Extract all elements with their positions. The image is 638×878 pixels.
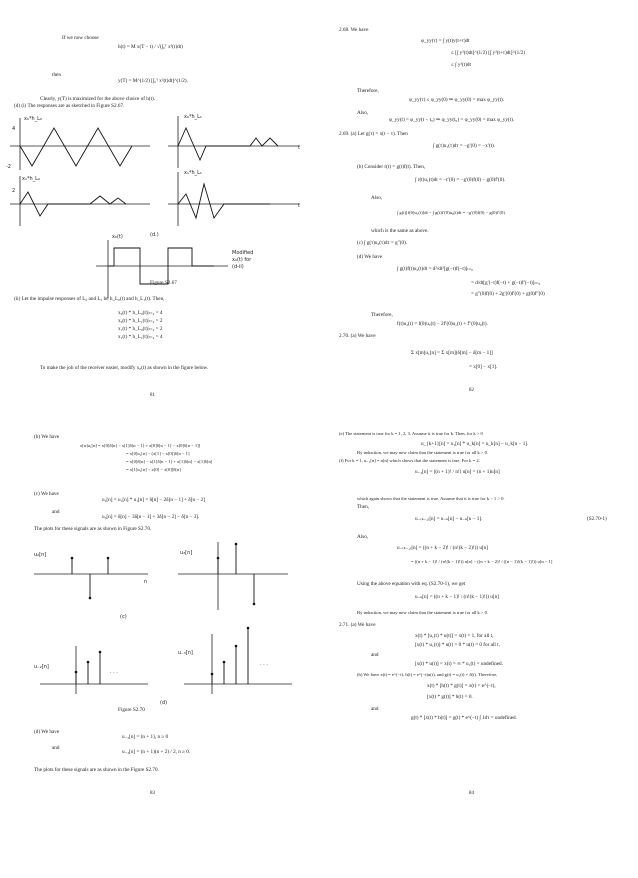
label-x0: x₀(t)	[112, 234, 123, 240]
eq-269d-1: ∫ g(t)f(t)u₂(t)dt = d²/dt²[g(−t)f(−t)]ₜ₌₀	[397, 266, 474, 272]
and2-label: and	[371, 706, 379, 712]
eq-f-4: = ((n + k − 1)! / (n!(k − 1)!)) u[n] − ((n + k − 2)! / ((n − 1)!(k − 1)!)) u[n − 1]	[411, 559, 553, 564]
eq-b-2: = x[0]u₁[n] − (x[1] − x[0])δ[n − 1]	[126, 451, 190, 456]
ellipsis-2: · · ·	[260, 662, 268, 668]
clearly-line: Clearly, y(T) is maximized for the above choice of h(t).	[40, 96, 156, 102]
sketch-x0-hL1	[168, 114, 300, 168]
also2-eq: ∫ g(t)[f(0)u₁(t)]dt − ∫ g(t)f′(0)u₀(t)dt = −g′(0)f(0) − g(0)f′(0)	[397, 210, 505, 215]
eq-x0-hL0: x₀(t) * h_L₀(t)|ₜ₌₄ = 4	[118, 310, 163, 316]
page-number-81: 81	[150, 393, 155, 398]
therefore2-label: Therefore,	[371, 312, 393, 318]
eq-x1-hL1: x₁(t) * h_L₁(t)|ₜ₌₄ = 4	[118, 334, 163, 340]
also-label: Also,	[357, 534, 369, 540]
label-x0-for: x₀(t) for	[232, 257, 252, 263]
eq-f-2: u₋₍ₖ₋₁₎[n] = u₋ₖ[n] − u₋ₖ[n − 1].	[415, 516, 483, 522]
label-x1-hL0: x₁*h_L₀	[22, 176, 40, 182]
eq-c-2: u₃[n] = δ[n] − 3δ[n − 1] + 3δ[n − 2] − δ[n − 3].	[102, 514, 200, 520]
stem-u2	[34, 552, 148, 599]
part-ii-line: (ii) Let the impulse responses of L₀ and L₁ be h_L₀(t) and h_L₁(t). Then,	[14, 296, 165, 302]
using-line: Using the above equation with eq. (S2.70-1), we get	[357, 581, 466, 587]
therefore2-eq: f(t)u₂(t) = f(0)u₂(t) − 2f′(0)u₁(t) + f″(0)u₀(t).	[397, 321, 488, 327]
eq-271b-2: [x(t) * g(t)] * h(t) = 0.	[427, 694, 473, 700]
therefore-eq: φ_yy(τ) ≤ φ_yy(0) ⇒ φ_yy(0) = max φ_yy(t).	[409, 97, 505, 103]
eq-d-1: u₋₂[n] = (n + 1), n ≥ 0	[122, 734, 169, 740]
tick-4: 4	[12, 126, 16, 132]
page-number-84: 84	[469, 791, 474, 796]
eq-phi-1: φ_yy(τ) = ∫ y(t)y(t+τ)dt	[421, 38, 470, 44]
problem-2-71a: 2.71. (a) We have	[339, 622, 376, 628]
then-label: then	[52, 72, 61, 78]
intro-line: If we now choose	[62, 35, 99, 41]
figure-s2-67	[0, 108, 319, 308]
also-eq: φ_yy(t) = φ_yy(t − t₀) ⇒ φ_yy(t₀) = φ_yy(0) = max φ_yy(t).	[389, 117, 515, 123]
problem-2-69d: (d) We have	[357, 254, 383, 260]
part-b-line: (b) We have	[34, 434, 60, 440]
eq-269d-2: = d/dt[g′(−t)f(−t) + g(−t)f′(−t)]ₜ₌₀	[471, 280, 541, 286]
problem-2-68: 2.68. We have	[339, 27, 369, 33]
eq-tag: (S2.70-1)	[587, 516, 607, 522]
also-label: Also,	[357, 110, 369, 116]
sketch-x0-hL0	[6, 116, 150, 170]
same-line: which is the same as above.	[371, 228, 429, 234]
problem-2-70a: 2.70. (a) We have	[339, 333, 376, 339]
eq-270a-2: = x[0] − x[1].	[469, 364, 498, 370]
eq-b-4: = x[1]u₁[n] − x[0] − x[0]]δ[n]	[126, 467, 181, 472]
part-c-line: (c) We have	[34, 491, 59, 497]
f-which-line: which again shows that the statement is true. Assume that it is true for k − 1 > 0.	[357, 496, 505, 501]
part-f-line: (f) For k = 1, u₋₁[n] = u[n] which shows that the statement is true. For k = 2,	[339, 458, 480, 463]
and2-label: and	[52, 745, 60, 751]
sketch-x1-hL1	[168, 170, 300, 226]
stem-u-neg2	[34, 646, 148, 694]
eq-269d-3: = g″(0)f(0) + 2g′(0)f′(0) + g(0)f″(0)	[471, 291, 545, 297]
label-u-neg3: u₋₃[n]	[178, 650, 193, 656]
eq-271a-1: x(t) * [u₁(t) * u(t)] = x(t) = 1, for all t,	[415, 633, 494, 639]
sketch-x1-hL0	[10, 176, 150, 226]
therefore-label: Therefore,	[357, 88, 379, 94]
label-x1-hL1: x₁*h_L₁	[184, 170, 202, 176]
equation-y: y(T) = M^(1/2) [∫₀ᵀ x²(t)dt]^(1/2).	[118, 78, 188, 84]
axis-t-label: t	[298, 145, 300, 151]
label-d: (d)	[160, 700, 168, 706]
and-label: and	[52, 509, 60, 515]
ellipsis-1: · · ·	[110, 670, 118, 676]
sketch-modified-x0	[96, 232, 253, 298]
plots2-line: The plots for these signals are as shown in the Figure S2.70.	[34, 767, 159, 773]
eq-phi-3: ≤ ∫ y²(t)dt	[451, 62, 471, 68]
eq-c-1: u₂[n] = u₁[n] * u₁[n] = δ[n] − 2δ[n − 1] + δ[n − 2]	[102, 497, 205, 503]
eq-269b: ∫ r(t)u₁(t)dt = −r′(0) = −g′(0)f(0) − g(0)f′(0).	[415, 177, 506, 183]
tick-2: 2	[12, 188, 16, 194]
tick-neg2: -2	[6, 164, 11, 170]
stem-u-neg3	[178, 627, 292, 694]
eq-b-1: x[n]u₁[n] = x[0]δ[n] − x[1]δ[n − 1] + x[0]δ[n − 1] − x[0]δ[n − 1]]	[80, 443, 201, 448]
eq-271b-1: x(t) * [h(t) * g(t)] = x(t) = e^(−t),	[427, 683, 496, 689]
and-label: and	[371, 652, 379, 658]
label-x0-hL0: x₀*h_L₀	[24, 116, 42, 122]
bottom-line: To make the job of the receiver easier, modify x₀(t) as shown in the figure below.	[40, 365, 209, 371]
page-81	[0, 0, 319, 439]
axis-n-label: n	[144, 579, 148, 585]
page-number-82: 82	[469, 388, 474, 393]
e-induction: By induction, we may now claim that the statement is true for all k > 0.	[357, 450, 489, 455]
eq-phi-2: ≤ [∫ y²(t)dt]^(1/2) [∫ y²(t+τ)dt]^(1/2)	[451, 50, 525, 56]
part-d-i-line: (d) (i) The responses are as sketched in Figure S2.67.	[14, 103, 125, 109]
page-82	[319, 0, 638, 439]
eq-f-5: u₋ₖ[n] = ((n + k − 1)! / (n!(k − 1)!)) u[n]	[415, 594, 499, 600]
axis-t-label-2: t	[298, 203, 300, 209]
page-number-83: 83	[150, 791, 155, 796]
problem-2-69b: (b) Consider r(t) = g(t)f(t). Then,	[357, 164, 426, 170]
eq-x1-hL0: x₁(t) * h_L₀(t)|ₜ₌₄ = 2	[118, 326, 163, 332]
problem-2-69c: (c) ∫ g(τ)u₂(τ)dτ = g″(0).	[357, 240, 408, 246]
figure-label-s2-70: Figure S2.70	[118, 707, 145, 713]
plots-line: The plots for these signals are as shown in Figure S2.70.	[34, 526, 152, 532]
label-u2: u₂[n]	[34, 552, 47, 558]
eq-269a: ∫ g(τ)u₁(τ)dτ = −g′(0) = −x′(t).	[433, 143, 496, 149]
also2-label: Also,	[371, 195, 383, 201]
eq-270a-1: Σ x[m]u₁[n] = Σ x[m](δ[m] − δ[m − 1]]	[411, 350, 493, 356]
part-d-line: (d) We have	[34, 729, 60, 735]
then-label: Then,	[357, 504, 369, 510]
figure-s2-70	[0, 534, 319, 709]
label-x0-hL1: x₀*h_L₁	[184, 114, 202, 120]
part-e-line: (e) The statement is true for k = 1, 2, 3. Assume it is true for k. Then, for k > 0	[339, 431, 483, 436]
eq-b-3: = x[0]δ[n] − x[1]δ[n − 1] + x[1]δ[n] − x[1]δ[n]	[126, 459, 213, 464]
label-d: (d.)	[150, 232, 159, 238]
eq-271a-3: [x(t) * u(t)] = x(t) = ∞ * u₁(t) = undefined.	[415, 661, 503, 667]
equation-h: h(t) = M x(T − t) / √(∫₀ᵀ x²(t)dt)	[118, 44, 183, 50]
page-84	[319, 431, 638, 878]
problem-2-69a: 2.69. (a) Let g(τ) = x(t − τ). Then	[339, 131, 408, 137]
f-induction: By induction, we may now claim that the statement is true for all k > 0.	[357, 610, 489, 615]
eq-e: u_{k+1}[n] = u₁[n] * u_k[n] = u_k[n] − u_k[n − 1].	[421, 441, 529, 447]
label-u3: u₃[n]	[180, 550, 193, 556]
problem-2-71b: (b) We have x(t) = e^(−t), h(t) = e^(−t)u(t), and g(t) = u₁(t) + δ(t). Therefore,	[357, 672, 498, 677]
eq-271b-3: g(t) * [x(t) * h(t)] = g(t) * e^(−t) ∫ 1dτ = undefined.	[411, 715, 517, 721]
label-modified: Modified	[232, 250, 254, 256]
eq-d-2: u₋₃[n] = (n + 1)(n + 2) / 2, n ≥ 0.	[122, 749, 191, 755]
label-d-ii: (d-ii)	[232, 264, 244, 270]
eq-f-3: u₋₍ₖ₋₁₎[n] = ((n + k − 2)! / (n!(k − 2)!)) u[n]	[397, 545, 488, 551]
eq-f-1: u₋₂[n] = ((n + 1)! / n!) u[n] = (n + 1)u[n]	[415, 469, 500, 475]
eq-x0-hL1: x₀(t) * h_L₁(t)|ₜ₌₄ = 2	[118, 318, 163, 324]
stem-u3	[178, 542, 288, 610]
eq-271a-2: [x(t) * u₁(t)] * u(t) = 0 * u(t) = 0 for all t.	[415, 642, 500, 648]
label-c: (c)	[120, 614, 127, 620]
label-u-neg2: u₋₂[n]	[34, 664, 49, 670]
figure-label: Figure S2.67	[150, 280, 177, 286]
page-83	[0, 434, 319, 878]
